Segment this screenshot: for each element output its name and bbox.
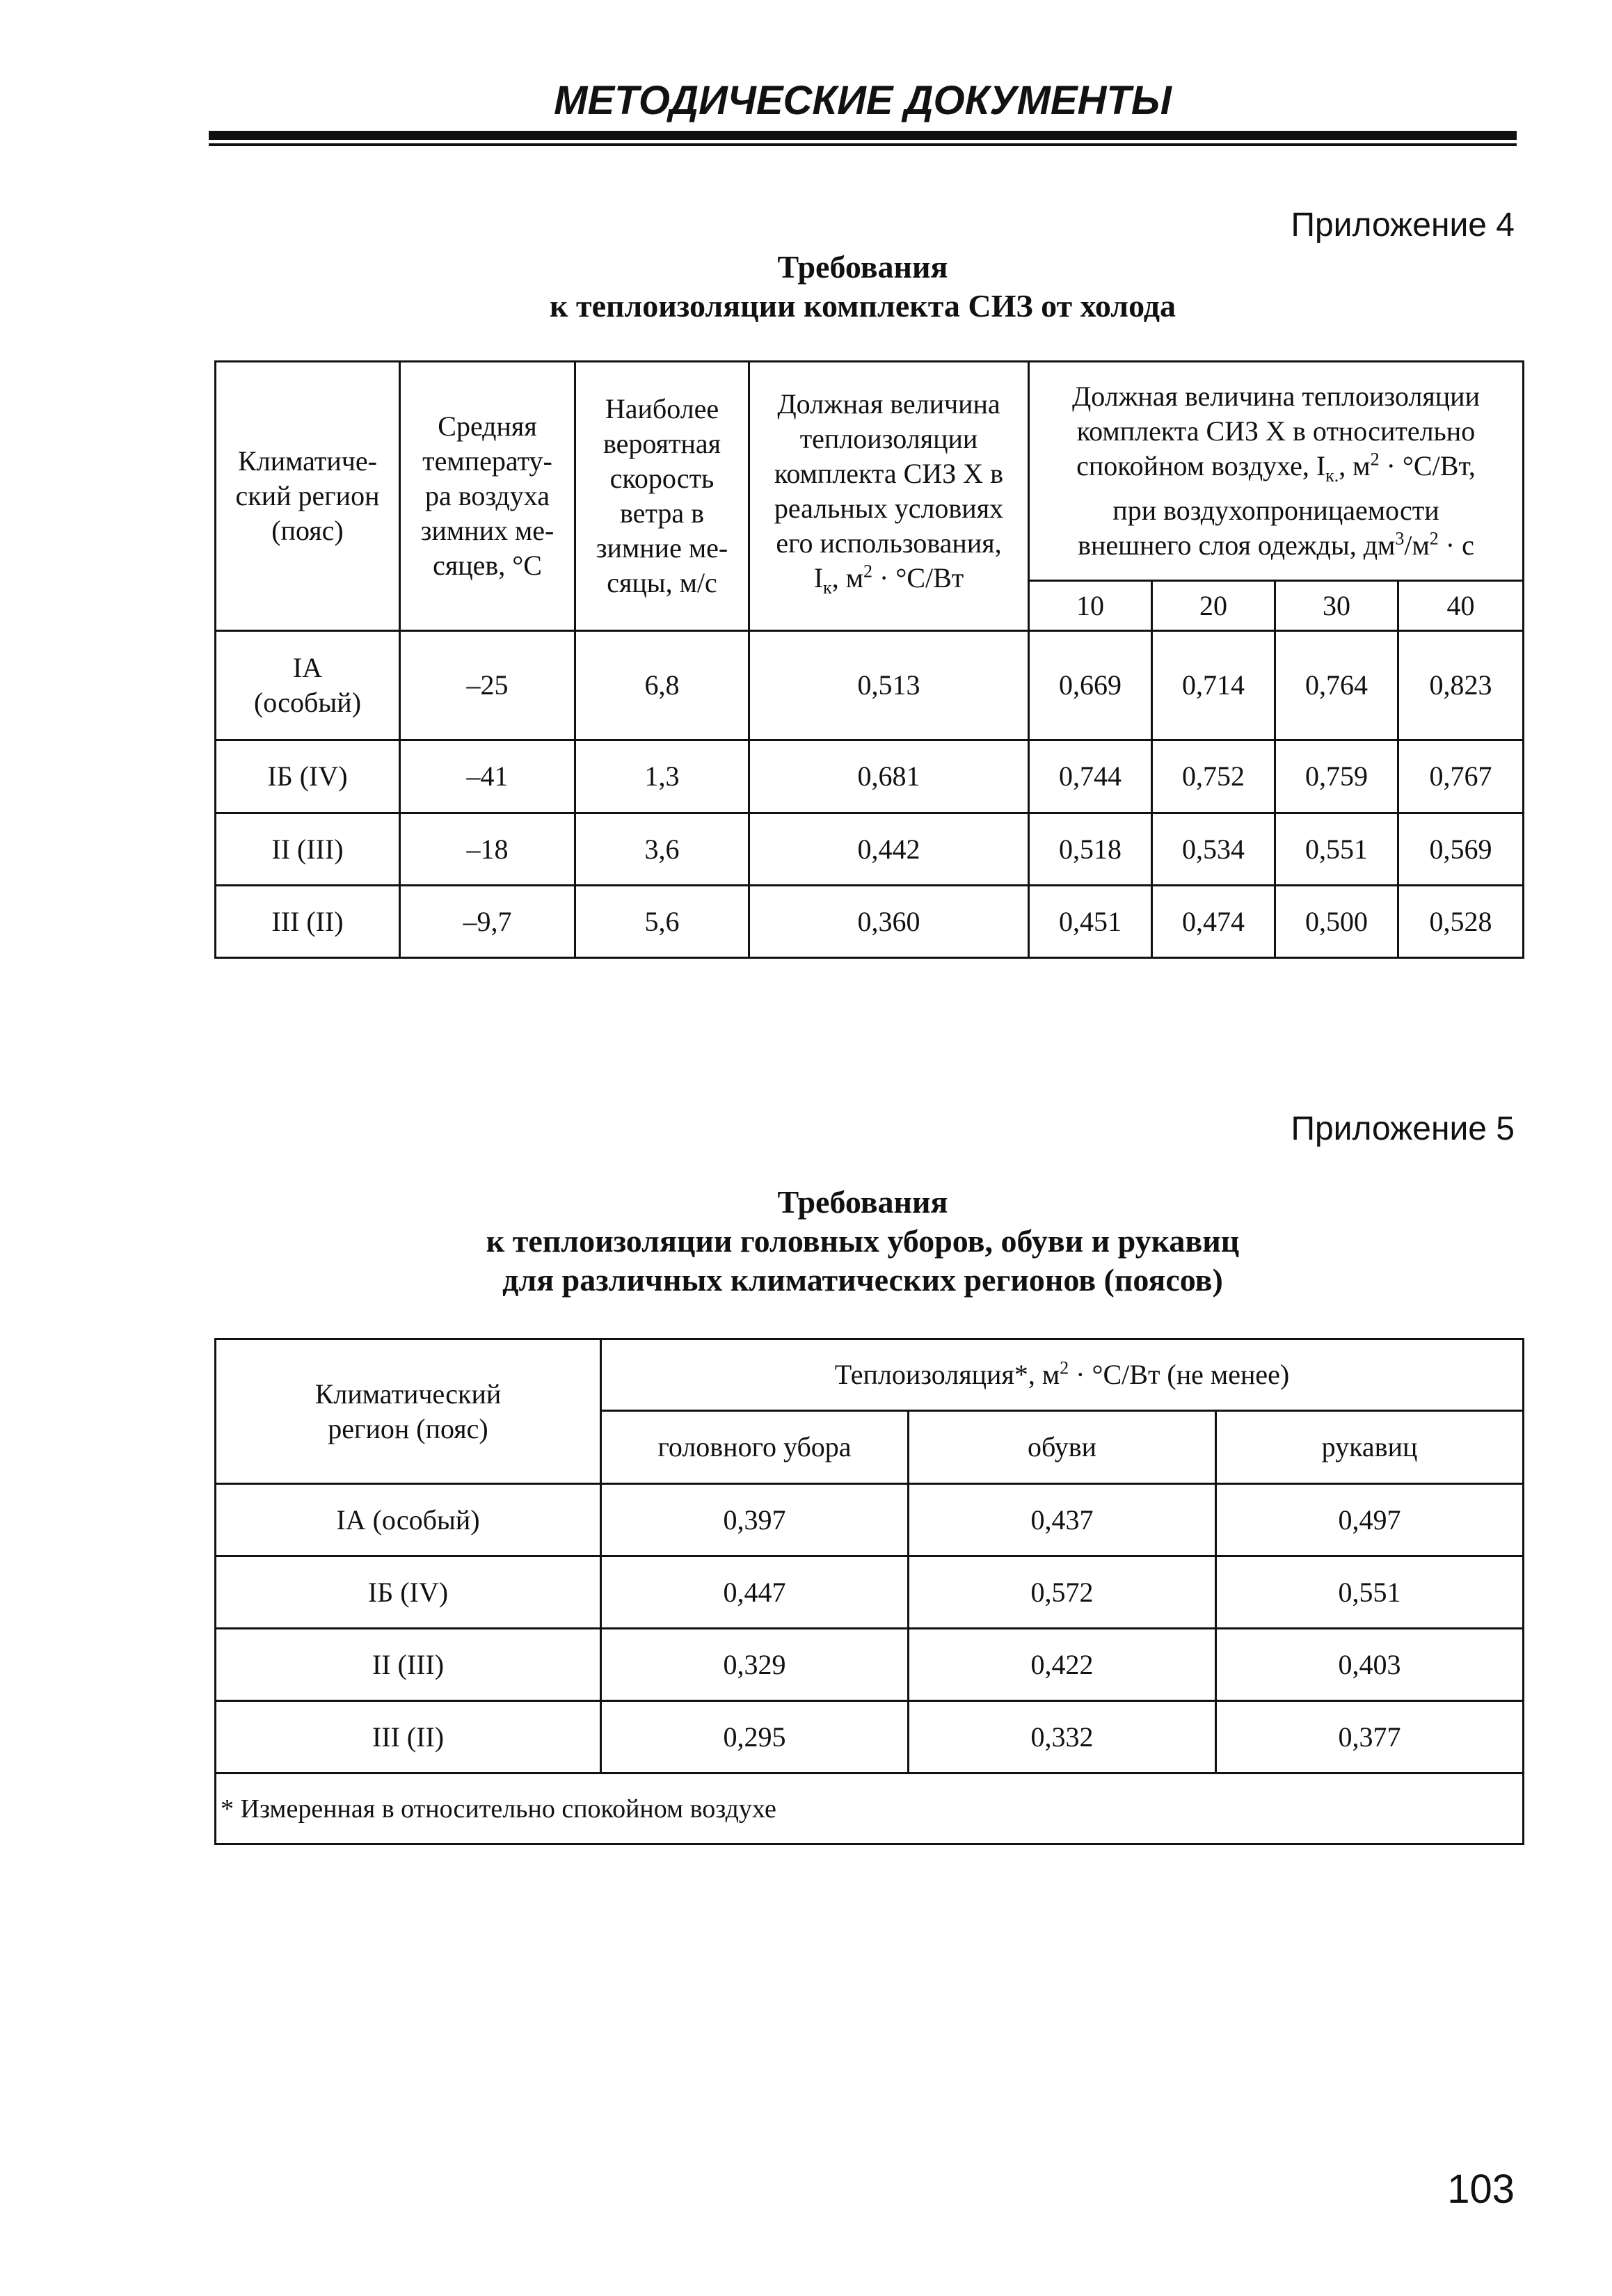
page-number: 103: [1447, 2167, 1515, 2212]
header-text: реальных условиях: [774, 493, 1004, 524]
table-row: [216, 1484, 1524, 1556]
header-text: температу-: [422, 445, 552, 477]
calm-insulation-cell: 0,569: [1398, 813, 1524, 886]
header-text: · °С/Вт (не менее): [1069, 1359, 1290, 1390]
header-text: Теплоизоляция*, м: [834, 1359, 1060, 1390]
headwear-cell: 0,295: [601, 1701, 909, 1773]
region-cell: IБ (IV): [216, 1556, 601, 1629]
header-text: Должная величина: [777, 388, 1000, 420]
header-permeability-40: 40: [1398, 581, 1524, 631]
table-row: [216, 740, 1524, 813]
header-text: [754, 561, 1023, 605]
wind-cell: 3,6: [575, 813, 749, 886]
footnote: * Измеренная в относительно спокойном воздухе: [216, 1773, 1524, 1844]
calm-insulation-cell: 0,767: [1398, 740, 1524, 813]
header-text: зимних ме-: [420, 515, 554, 546]
header-wind-speed: [575, 362, 749, 631]
real-insulation-cell: 0,513: [749, 631, 1029, 740]
footwear-cell: 0,572: [909, 1556, 1216, 1629]
header-text: , м: [1339, 450, 1371, 481]
headwear-cell: 0,397: [601, 1484, 909, 1556]
header-rule-thin: [209, 143, 1517, 146]
header-text: [1034, 449, 1518, 493]
temperature-cell: –18: [400, 813, 575, 886]
header-text: комплекта СИЗ Х в: [774, 458, 1004, 489]
header-text: · °С/Вт,: [1379, 450, 1476, 481]
region-cell: II (III): [216, 1629, 601, 1701]
header-text: Климатический: [314, 1378, 502, 1410]
superscript: 2: [1429, 528, 1439, 549]
header-text: Средняя: [438, 410, 537, 442]
header-text: спокойном воздухе, I: [1076, 450, 1326, 481]
gloves-cell: 0,403: [1216, 1629, 1524, 1701]
superscript: 3: [1395, 528, 1405, 549]
header-text: , м: [831, 562, 863, 593]
header-text: сяцы, м/с: [607, 567, 717, 598]
calm-insulation-cell: 0,669: [1029, 631, 1152, 740]
header-text: внешнего слоя одежды, дм: [1078, 529, 1396, 561]
header-text: при воздухопроницаемости: [1112, 495, 1439, 526]
calm-insulation-cell: 0,474: [1152, 886, 1275, 958]
wind-cell: 1,3: [575, 740, 749, 813]
calm-insulation-cell: 0,752: [1152, 740, 1275, 813]
gloves-cell: 0,551: [1216, 1556, 1524, 1629]
subscript: к.: [1325, 465, 1339, 486]
header-permeability-20: 20: [1152, 581, 1275, 631]
appendix-4-title-line2: к теплоизоляции комплекта СИЗ от холода: [549, 288, 1176, 324]
header-text: вероятная: [602, 428, 721, 459]
gloves-cell: 0,497: [1216, 1484, 1524, 1556]
header-text: Наиболее: [605, 393, 719, 424]
region-cell: III (II): [216, 1701, 601, 1773]
header-text: его использования,: [776, 527, 1002, 559]
region-cell: [216, 631, 400, 740]
running-header: МЕТОДИЧЕСКИЕ ДОКУМЕНТЫ: [554, 78, 1172, 123]
headwear-cell: 0,329: [601, 1629, 909, 1701]
appendix-5-title-line3: для различных климатических регионов (поясов): [502, 1262, 1223, 1298]
header-climatic-region: [216, 1339, 601, 1484]
header-required-insulation-calm: [1029, 362, 1524, 581]
calm-insulation-cell: 0,534: [1152, 813, 1275, 886]
header-climatic-region: [216, 362, 400, 631]
header-footwear: обуви: [909, 1411, 1216, 1484]
headwear-cell: 0,447: [601, 1556, 909, 1629]
calm-insulation-cell: 0,759: [1275, 740, 1398, 813]
header-text: I: [813, 562, 824, 593]
real-insulation-cell: 0,681: [749, 740, 1029, 813]
header-text: · с: [1438, 529, 1474, 561]
footnote-row: [216, 1773, 1524, 1844]
appendix-5-title-line1: Требования: [777, 1184, 948, 1220]
calm-insulation-cell: 0,744: [1029, 740, 1152, 813]
header-required-insulation-real: [749, 362, 1029, 631]
calm-insulation-cell: 0,500: [1275, 886, 1398, 958]
calm-insulation-cell: 0,451: [1029, 886, 1152, 958]
appendix-5-title-line2: к теплоизоляции головных уборов, обуви и рукавиц: [486, 1223, 1240, 1259]
table-row: [216, 631, 1524, 740]
footwear-cell: 0,422: [909, 1629, 1216, 1701]
appendix-5-label: Приложение 5: [1291, 1110, 1515, 1147]
header-text: зимние ме-: [596, 532, 728, 564]
header-text: сяцев, °С: [433, 550, 542, 581]
table-row: [216, 813, 1524, 886]
header-gloves: рукавиц: [1216, 1411, 1524, 1484]
header-text: Должная величина теплоизоляции: [1072, 381, 1480, 412]
temperature-cell: –25: [400, 631, 575, 740]
wind-cell: 5,6: [575, 886, 749, 958]
header-text: · °С/Вт: [872, 562, 964, 593]
header-text: Климатиче-: [238, 445, 377, 477]
appendix-4-title-line1: Требования: [777, 249, 948, 285]
calm-insulation-cell: 0,764: [1275, 631, 1398, 740]
region-cell: IБ (IV): [216, 740, 400, 813]
header-permeability-30: 30: [1275, 581, 1398, 631]
calm-insulation-cell: 0,714: [1152, 631, 1275, 740]
header-text: ский регион: [235, 480, 380, 511]
region-cell: IА (особый): [216, 1484, 601, 1556]
real-insulation-cell: 0,360: [749, 886, 1029, 958]
gloves-cell: 0,377: [1216, 1701, 1524, 1773]
header-average-temperature: [400, 362, 575, 631]
appendix-4-label: Приложение 4: [1291, 207, 1515, 244]
temperature-cell: –41: [400, 740, 575, 813]
header-text: [1034, 528, 1518, 563]
superscript: 2: [863, 561, 872, 582]
temperature-cell: –9,7: [400, 886, 575, 958]
header-text: ра воздуха: [424, 480, 550, 511]
subscript: к: [823, 577, 832, 598]
header-text: ветра в: [619, 497, 704, 529]
header-rule-thick: [209, 131, 1517, 140]
header-text: скорость: [609, 463, 715, 494]
calm-insulation-cell: 0,551: [1275, 813, 1398, 886]
header-headwear: головного убора: [601, 1411, 909, 1484]
header-text: теплоизоляции: [799, 423, 978, 454]
header-insulation: [601, 1339, 1524, 1411]
superscript: 2: [1370, 449, 1380, 470]
headwear-footwear-gloves-table: [214, 1338, 1524, 1845]
appendix-5-title: [209, 1183, 1517, 1300]
region-text: IА: [292, 652, 323, 683]
header-text: комплекта СИЗ Х в относительно: [1076, 415, 1476, 447]
siz-insulation-table: [214, 360, 1524, 959]
region-cell: III (II): [216, 886, 400, 958]
calm-insulation-cell: 0,528: [1398, 886, 1524, 958]
header-text: (пояс): [271, 515, 344, 546]
header-text: регион (пояс): [328, 1412, 488, 1444]
real-insulation-cell: 0,442: [749, 813, 1029, 886]
table-row: [216, 886, 1524, 958]
table-row: [216, 1701, 1524, 1773]
header-permeability-10: 10: [1029, 581, 1152, 631]
footwear-cell: 0,332: [909, 1701, 1216, 1773]
calm-insulation-cell: 0,823: [1398, 631, 1524, 740]
table-row: [216, 1556, 1524, 1629]
region-cell: II (III): [216, 813, 400, 886]
header-text: /м: [1404, 529, 1430, 561]
calm-insulation-cell: 0,518: [1029, 813, 1152, 886]
appendix-4-title: [209, 248, 1517, 326]
footwear-cell: 0,437: [909, 1484, 1216, 1556]
table-row: [216, 1629, 1524, 1701]
region-text: (особый): [253, 687, 362, 718]
wind-cell: 6,8: [575, 631, 749, 740]
superscript: 2: [1060, 1357, 1069, 1378]
